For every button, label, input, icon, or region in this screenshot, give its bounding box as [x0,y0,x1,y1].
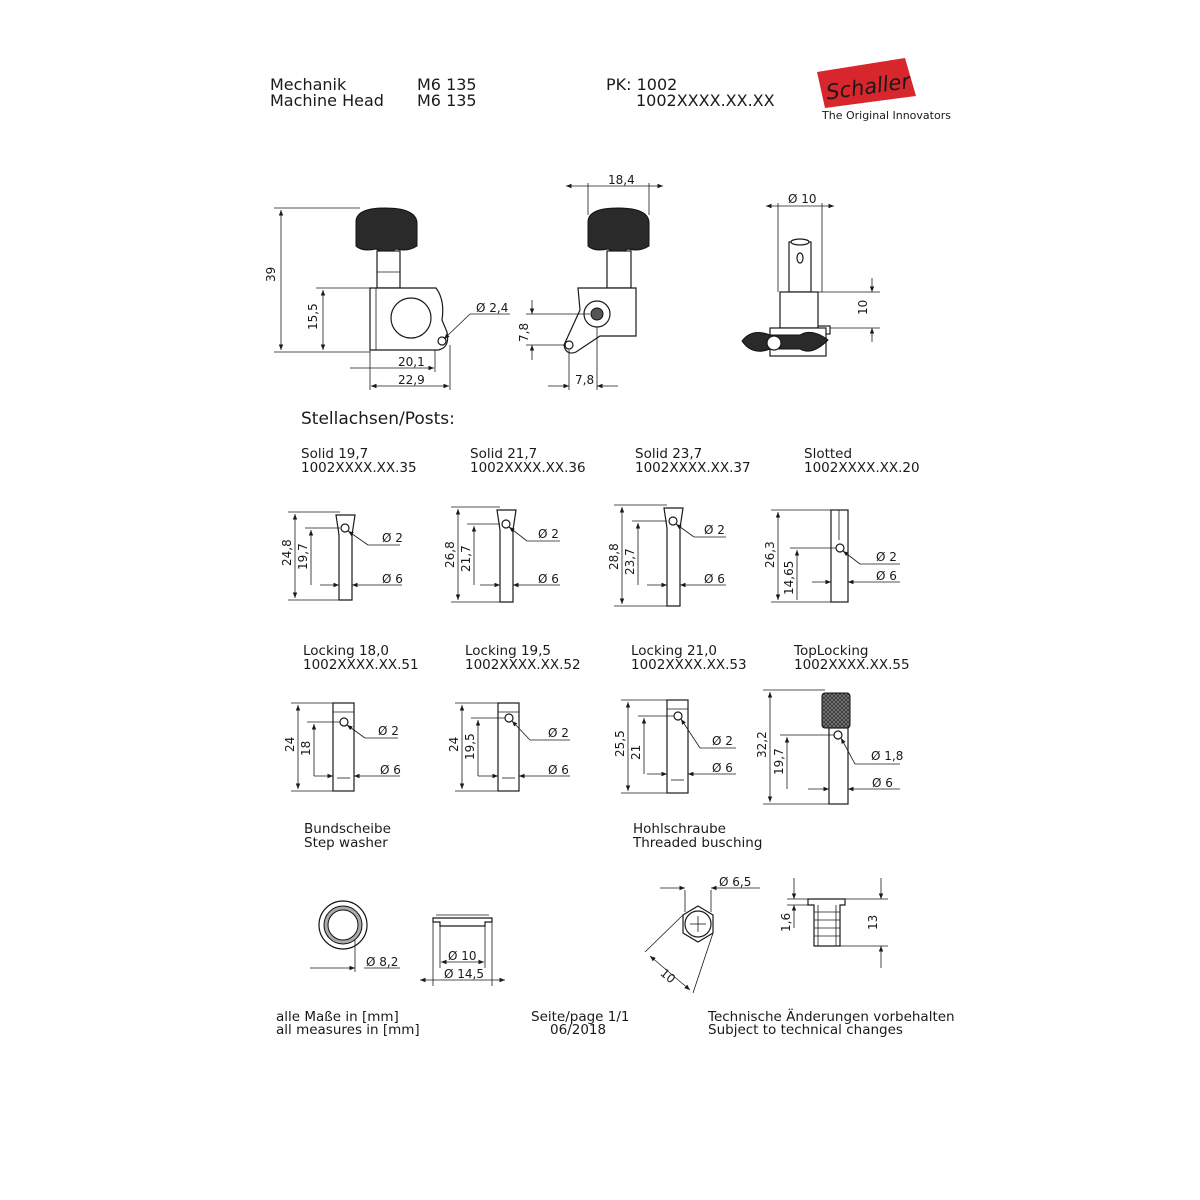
post-code: 1002XXXX.XX.36 [470,460,586,476]
dim-label: 32,2 [755,731,769,758]
dim-label: 7,8 [575,373,595,387]
dim-label: Ø 2,4 [476,301,509,315]
dim-label: 15,5 [306,303,320,330]
dim-label: Ø 2 [378,724,399,738]
pk-code: 1002XXXX.XX.XX [636,91,775,110]
post-code: 1002XXXX.XX.35 [301,460,417,476]
logo-brand: Schaller [824,69,912,105]
dim-label: Ø 2 [382,531,403,545]
footer-date: 06/2018 [550,1022,607,1038]
logo-tagline: The Original Innovators [822,109,951,122]
post-code: 1002XXXX.XX.20 [804,460,920,476]
bushing-side-view [779,878,888,968]
post-drawing [280,512,403,600]
dim-label: 26,8 [443,541,457,568]
footer-page: Seite/page 1/1 [531,1009,630,1025]
dim-label: Ø 8,2 [366,955,399,969]
dim-label: 1,6 [779,912,793,932]
dim-label: Ø 6 [872,776,893,790]
dim-label: Ø 6 [712,761,733,775]
posts-title: Stellachsen/Posts: [301,409,455,429]
dim-label: Ø 2 [876,550,897,564]
dim-label: Ø 1,8 [871,749,904,763]
post-code: 1002XXXX.XX.52 [465,657,581,673]
washer-title-en: Step washer [304,835,388,851]
dim-label: 21 [629,744,643,760]
dim-label: Ø 10 [448,949,477,963]
dim-label: 21,7 [459,545,473,572]
dim-label: 20,1 [398,355,425,369]
post-drawing [613,700,736,793]
dim-label: 26,3 [763,541,777,568]
title-de: Mechanik [270,75,347,94]
post-name: Solid 23,7 [635,446,703,462]
post-drawing [443,507,560,602]
dim-label: 19,7 [772,748,786,775]
bushing-title-de: Hohlschraube [633,821,726,837]
post-name: Solid 19,7 [301,446,369,462]
dim-label: 13 [866,914,880,930]
back-view [517,173,663,390]
front-view [742,192,880,356]
dim-label: 19,5 [463,733,477,760]
dim-label: Ø 6 [380,763,401,777]
dim-label: 22,9 [398,373,425,387]
side-view [264,208,510,390]
dim-label: Ø 6,5 [719,875,752,889]
dim-label: Ø 6 [876,569,897,583]
schaller-logo [817,58,916,108]
dim-label: 10 [657,965,679,987]
footer-units-en: all measures in [mm] [276,1022,420,1038]
post-drawing [755,690,903,804]
footer-note-en: Subject to technical changes [708,1022,903,1038]
dim-label: 23,7 [623,548,637,575]
dim-label: Ø 10 [788,192,817,206]
post-name: Slotted [804,446,853,462]
footer-note-de: Technische Änderungen vorbehalten [708,1009,955,1025]
dim-label: 24 [283,736,297,752]
dim-label: Ø 2 [548,726,569,740]
dim-label: Ø 6 [538,572,559,586]
dim-label: 7,8 [517,322,531,342]
title-en: Machine Head [270,91,384,110]
dim-label: Ø 6 [548,763,569,777]
post-code: 1002XXXX.XX.37 [635,460,751,476]
dim-label: 18,4 [608,173,635,187]
dim-label: 28,8 [607,543,621,570]
dim-label: 24 [447,736,461,752]
pk-number: PK: 1002 [606,75,678,94]
post-name: Solid 21,7 [470,446,538,462]
dim-label: Ø 6 [382,572,403,586]
post-code: 1002XXXX.XX.51 [303,657,419,673]
model-2: M6 135 [417,91,477,110]
post-name: TopLocking [794,643,869,659]
step-washer-side-view [420,915,505,986]
dim-label: 39 [264,266,278,282]
post-drawing [607,505,726,606]
bushing-title-en: Threaded busching [633,835,763,851]
dim-label: Ø 2 [712,734,733,748]
dim-label: Ø 2 [538,527,559,541]
dim-label: 18 [299,740,313,756]
dim-label: 14,65 [782,560,796,595]
post-name: Locking 18,0 [303,643,390,659]
post-name: Locking 19,5 [465,643,552,659]
dim-label: Ø 14,5 [444,967,484,981]
step-washer-top-view [310,901,400,972]
post-drawing [763,510,900,602]
dim-label: Ø 2 [704,523,725,537]
washer-title-de: Bundscheibe [304,821,391,837]
model-1: M6 135 [417,75,477,94]
post-code: 1002XXXX.XX.55 [794,657,910,673]
post-name: Locking 21,0 [631,643,718,659]
dim-label: Ø 6 [704,572,725,586]
dim-label: 24,8 [280,539,294,566]
dim-label: 19,7 [296,543,310,570]
post-drawing [447,703,570,791]
post-drawing [283,703,401,791]
dim-label: 10 [856,299,870,315]
post-code: 1002XXXX.XX.53 [631,657,747,673]
bushing-top-view [645,875,760,993]
footer-units-de: alle Maße in [mm] [276,1009,399,1025]
dim-label: 25,5 [613,730,627,757]
